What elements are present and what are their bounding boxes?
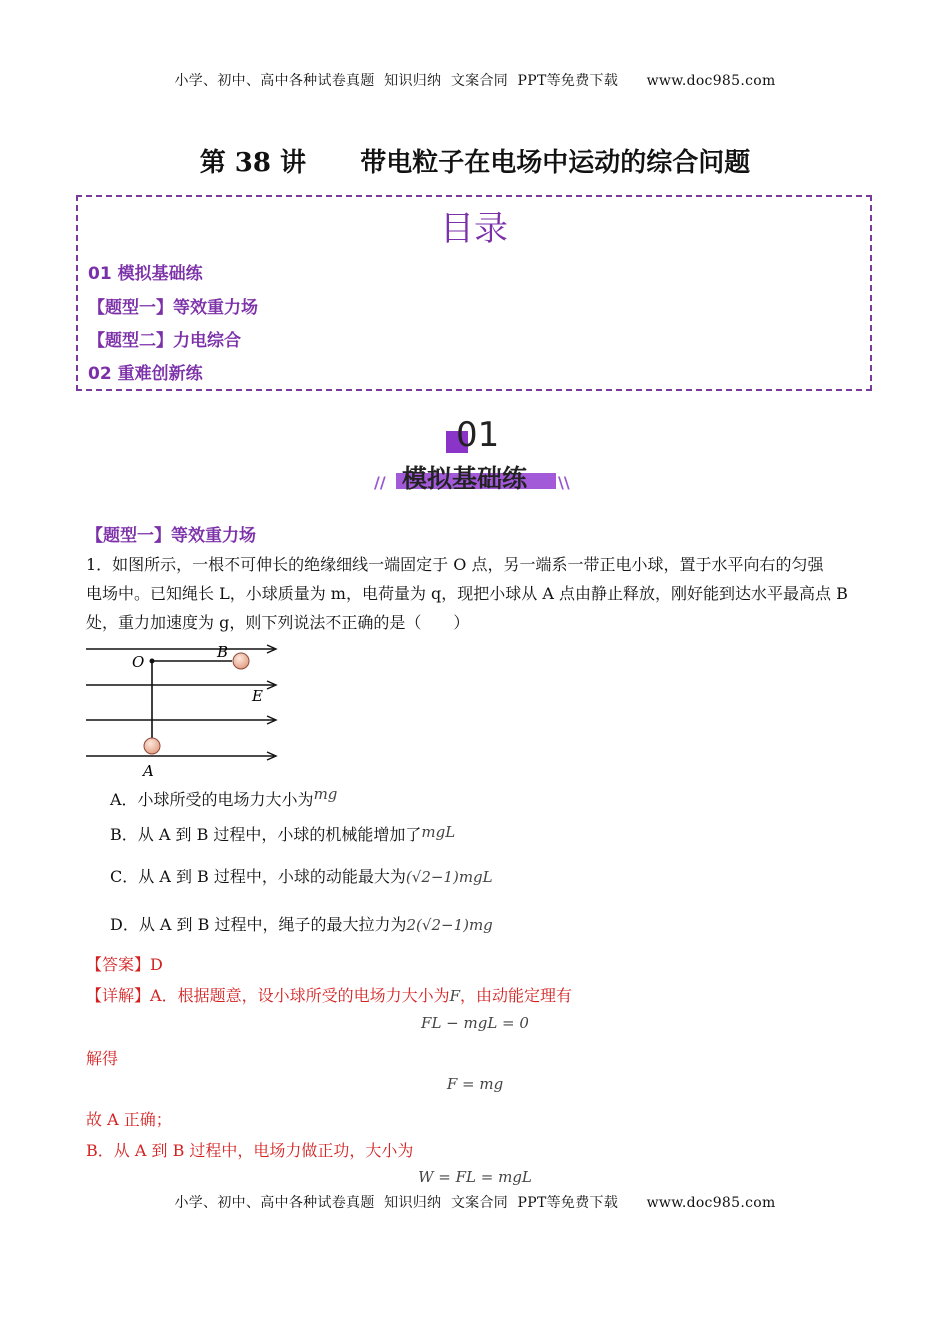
answer-label: 【答案】 xyxy=(86,955,151,974)
equation-3: W = FL = mgL xyxy=(418,1168,532,1186)
option-c-text: C．从 A 到 B 过程中，小球的动能最大为 xyxy=(110,867,406,886)
answer-value: D xyxy=(150,955,163,974)
equation-2: F = mg xyxy=(446,1075,504,1093)
analysis-line-1 xyxy=(86,983,572,1006)
banner-slash-right: \\ xyxy=(558,473,570,492)
option-a-text: A．小球所受的电场力大小为 xyxy=(110,790,314,809)
banner-number: 01 xyxy=(456,415,500,455)
table-of-contents xyxy=(76,195,872,391)
option-b[interactable] xyxy=(110,822,455,845)
analysis-label: 【详解】 xyxy=(86,986,151,1005)
label-b: B xyxy=(217,643,229,661)
field-diagram xyxy=(84,640,284,780)
banner-label: 模拟基础练 xyxy=(402,464,528,493)
analysis-line-b: B．从 A 到 B 过程中，电场力做正功，大小为 xyxy=(86,1141,414,1160)
question-text xyxy=(86,550,876,637)
ball-a xyxy=(144,738,160,754)
question-line-3: 处，重力加速度为 g，则下列说法不正确的是（ ） xyxy=(86,613,470,632)
label-a: A xyxy=(143,762,154,780)
option-c[interactable] xyxy=(110,864,493,887)
answer xyxy=(86,952,163,975)
pivot-point xyxy=(150,659,155,664)
option-c-math: (√2−1)mgL xyxy=(405,868,493,886)
option-b-text: B．从 A 到 B 过程中，小球的机械能增加了 xyxy=(110,825,422,844)
toc-item-2[interactable]: 【题型一】等效重力场 xyxy=(88,298,258,318)
question-line-2: 电场中。已知绳长 L，小球质量为 m，电荷量为 q，现把小球从 A 点由静止释放，刚好能到达水平最高点 B xyxy=(86,584,848,603)
analysis-conclusion-a: 故 A 正确； xyxy=(86,1110,172,1129)
option-d[interactable] xyxy=(110,912,493,935)
banner-slash-left: // xyxy=(374,473,386,492)
toc-item-3[interactable]: 【题型二】力电综合 xyxy=(88,331,241,351)
equation-1: FL − mgL = 0 xyxy=(421,1014,529,1032)
question-type-heading: 【题型一】等效重力场 xyxy=(86,526,256,546)
toc-heading: 目录 xyxy=(440,209,508,249)
label-e: E xyxy=(252,687,263,705)
analysis-solve: 解得 xyxy=(86,1049,119,1068)
label-o: O xyxy=(132,653,145,671)
option-a-math: mg xyxy=(313,785,338,803)
page-title: 第 38 讲 带电粒子在电场中运动的综合问题 xyxy=(199,148,751,178)
section-banner xyxy=(372,415,582,495)
ball-b xyxy=(233,653,249,669)
toc-item-1[interactable]: 01 模拟基础练 xyxy=(88,264,203,284)
option-d-text: D．从 A 到 B 过程中，绳子的最大拉力为 xyxy=(110,915,407,934)
option-d-math: 2(√2−1)mg xyxy=(406,916,493,934)
page-header: 小学、初中、高中各种试卷真题 知识归纳 文案合同 PPT等免费下载 www.doc985.com xyxy=(174,73,776,89)
analysis-text-a: A．根据题意，设小球所受的电场力大小为 xyxy=(150,986,450,1005)
question-line-1: 1．如图所示，一根不可伸长的绝缘细线一端固定于 O 点，另一端系一带正电小球，置于水平向右的匀强 xyxy=(86,555,824,574)
toc-item-4[interactable]: 02 重难创新练 xyxy=(88,364,203,384)
option-b-math: mgL xyxy=(421,823,456,841)
page-footer: 小学、初中、高中各种试卷真题 知识归纳 文案合同 PPT等免费下载 www.doc985.com xyxy=(174,1195,776,1211)
analysis-math-f: F xyxy=(449,987,460,1005)
option-a[interactable] xyxy=(110,787,337,810)
analysis-text-a-tail: ，由动能定理有 xyxy=(460,986,573,1005)
